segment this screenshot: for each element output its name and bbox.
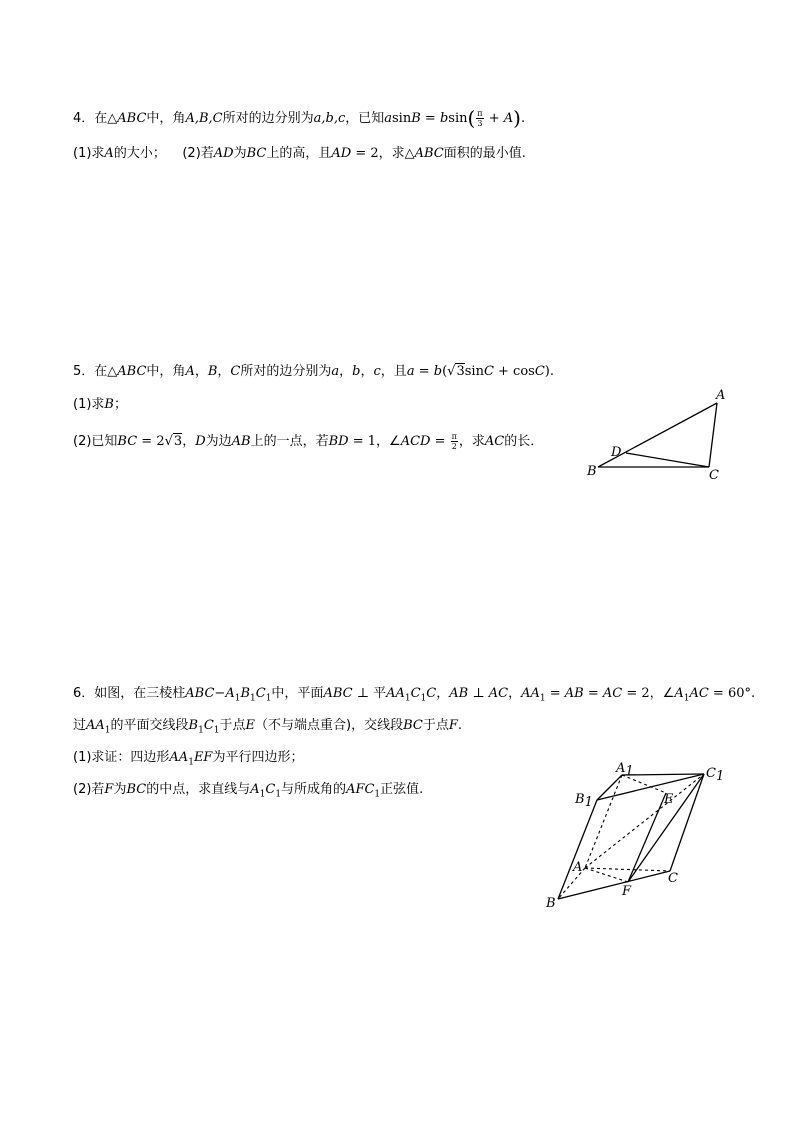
q5-line3: (2)已知BC = 2√3，D为边AB上的一点，若BD = 1，∠ACD = $\frac{\pi}{2}$ ，求AC的长． xyxy=(73,432,544,451)
q6-label-F: F xyxy=(622,884,632,899)
q4-line1: 4．在△ABC中，角A,B,C所对的边分别为a,b,c，已知asinB = bsin( $\frac{\pi}{3}$ + A). xyxy=(73,106,526,130)
q6-line4: (2)若F为BC的中点，求直线与$A_1C_1$与所成角的$AFC_1$正弦值. xyxy=(73,782,424,800)
q6-edge-AC xyxy=(585,868,670,871)
q6-edge-AF xyxy=(585,868,628,882)
q6-line1: 6．如图，在三棱柱$ABC-A_1B_1C_1$中，平面ABC ⊥ 平$AA_1C_1C$，AB ⊥ AC，$AA_1$ = AB = AC = 2，$\angle A_1AC = 60^\circ$. xyxy=(73,686,756,704)
q5-line2: (1)求B； xyxy=(73,397,127,412)
q6-edge-CC1 xyxy=(670,774,704,871)
q6-line2: 过$AA_1$的平面交线段$B_1C_1$于点E（不与端点重合)，交线段BC于点F. xyxy=(73,718,463,736)
q6-label-A1: A1 xyxy=(616,761,634,779)
q6-edge-EF xyxy=(628,793,666,882)
q5-label-D: D xyxy=(611,445,622,460)
q6-label-A: A xyxy=(573,860,583,875)
q6-edge-A1B1 xyxy=(597,775,622,800)
q6-label-B1: B1 xyxy=(575,792,593,810)
q4-line2: (1)求A的大小； (2)若AD为BC上的高，且AD = 2，求△ABC面积的最小值. xyxy=(73,146,526,161)
q6-edge-A1C1 xyxy=(622,774,704,775)
q5-edge-AC xyxy=(709,403,717,467)
q6-label-B: B xyxy=(546,896,556,911)
q6-label-E: E xyxy=(664,792,674,807)
q6-edge-BC xyxy=(558,871,670,899)
q5-edge-DC xyxy=(626,453,709,467)
q5-triangle-figure xyxy=(585,385,735,485)
q6-line3: (1)求证：四边形$AA_1EF$为平行四边形； xyxy=(73,750,304,768)
q5-label-B: B xyxy=(587,464,597,479)
q5-label-C: C xyxy=(709,468,719,483)
q6-edge-AA1 xyxy=(585,775,622,868)
q6-label-C1: C1 xyxy=(706,766,725,784)
q5-frac: $\frac{\pi}{2}$ xyxy=(451,432,457,451)
q5-line1: 5．在△ABC中，角A，B，C所对的边分别为a，b，c，且a = b(√3sinC + cosC). xyxy=(73,364,554,379)
q6-prism-figure xyxy=(540,755,730,915)
q4-frac: $\frac{\pi}{3}$ xyxy=(477,109,483,128)
q6-label-C: C xyxy=(668,871,678,886)
q5-label-A: A xyxy=(716,388,726,403)
q6-edge-BB1 xyxy=(558,800,597,899)
